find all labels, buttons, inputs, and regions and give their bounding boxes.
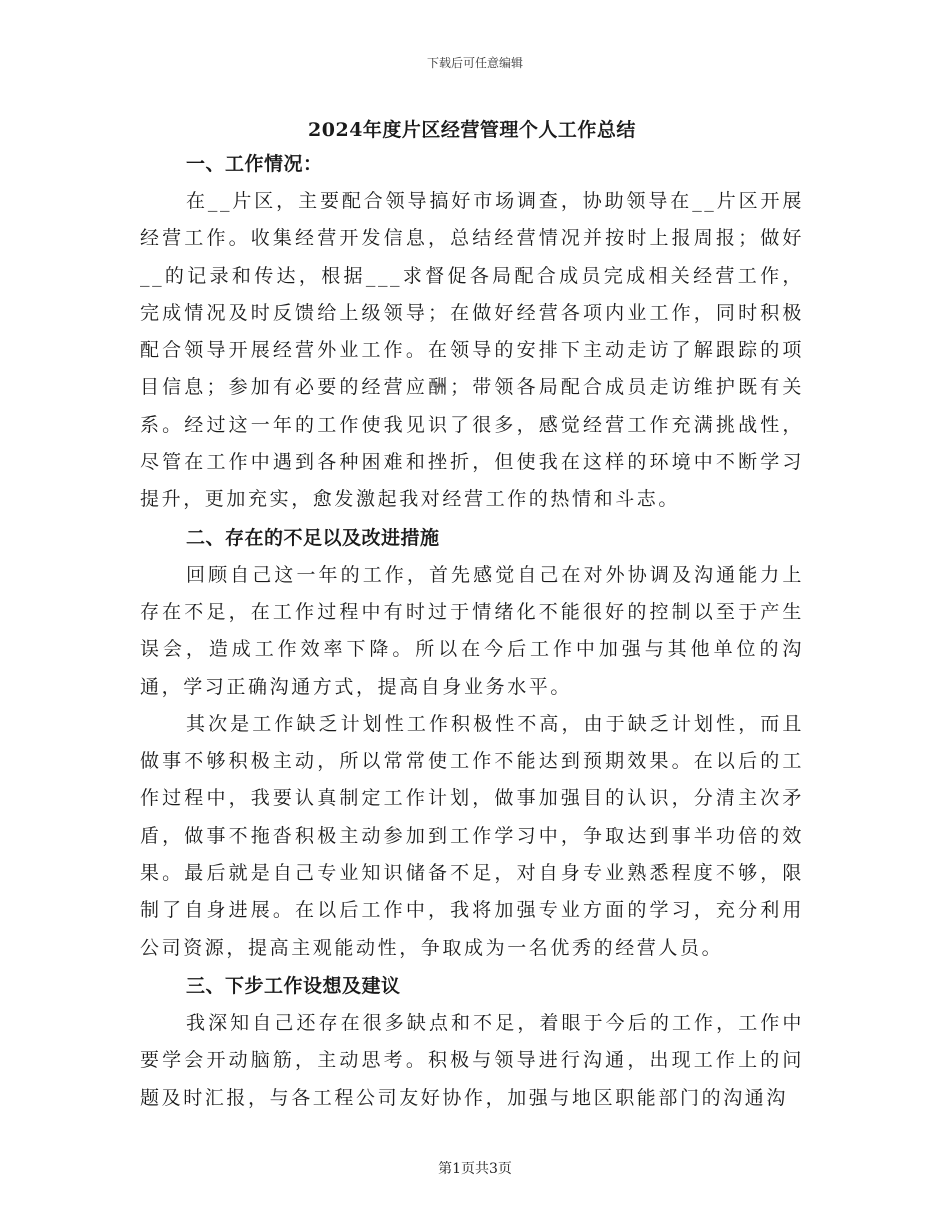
page-footer: 第1页共3页 [438, 1161, 512, 1177]
section-heading-shortcomings: 二、存在的不足以及改进措施 [186, 526, 440, 549]
paragraph: 在__片区，主要配合领导搞好市场调查，协助领导在__片区开展经营工作。收集经营开发信息，总结经营情况并按时上报周报；做好__的记录和传达，根据___求督促各局配合成员完成相关经营工作，完成情况及时反馈给上级领导；在做好经营各项内业工作，同时积极配合领导开展经营外业工作。在领导的安排下主动走访了解跟踪的项目信息；参加有必要的经营应酬；带领各局配合成员走访维护既有关系。经过这一年的工作使我见识了很多，感觉经营工作充满挑战性，尽管在工作中遇到各种困难和挫折，但使我在这样的环境中不断学习提升，更加充实，愈发激起我对经营工作的热情和斗志。 [140, 190, 804, 511]
header-note: 下载后可任意编辑 [426, 56, 523, 70]
document-body [140, 114, 804, 1117]
section-heading-work-status: 一、工作情况： [186, 153, 323, 175]
paragraph: 我深知自己还存在很多缺点和不足，着眼于今后的工作，工作中要学会开动脑筋，主动思考。积极与领导进行沟通，出现工作上的问题及时汇报，与各工程公司友好协作，加强与地区职能部门的沟通沟 [140, 1011, 804, 1109]
document-title: 2024年度片区经营管理个人工作总结 [308, 119, 636, 141]
paragraph: 回顾自己这一年的工作，首先感觉自己在对外协调及沟通能力上存在不足，在工作过程中有时过于情绪化不能很好的控制以至于产生误会，造成工作效率下降。所以在今后工作中加强与其他单位的沟通，学习正确沟通方式，提高自身业务水平。 [140, 563, 804, 698]
paragraph: 其次是工作缺乏计划性工作积极性不高，由于缺乏计划性，而且做事不够积极主动，所以常常使工作不能达到预期效果。在以后的工作过程中，我要认真制定工作计划，做事加强目的认识，分清主次矛盾，做事不拖沓积极主动参加到工作学习中，争取达到事半功倍的效果。最后就是自己专业知识储备不足，对自身专业熟悉程度不够，限制了自身进展。在以后工作中，我将加强专业方面的学习，充分利用公司资源，提高主观能动性，争取成为一名优秀的经营人员。 [140, 712, 804, 959]
section-heading-next-steps: 三、下步工作设想及建议 [186, 974, 401, 997]
